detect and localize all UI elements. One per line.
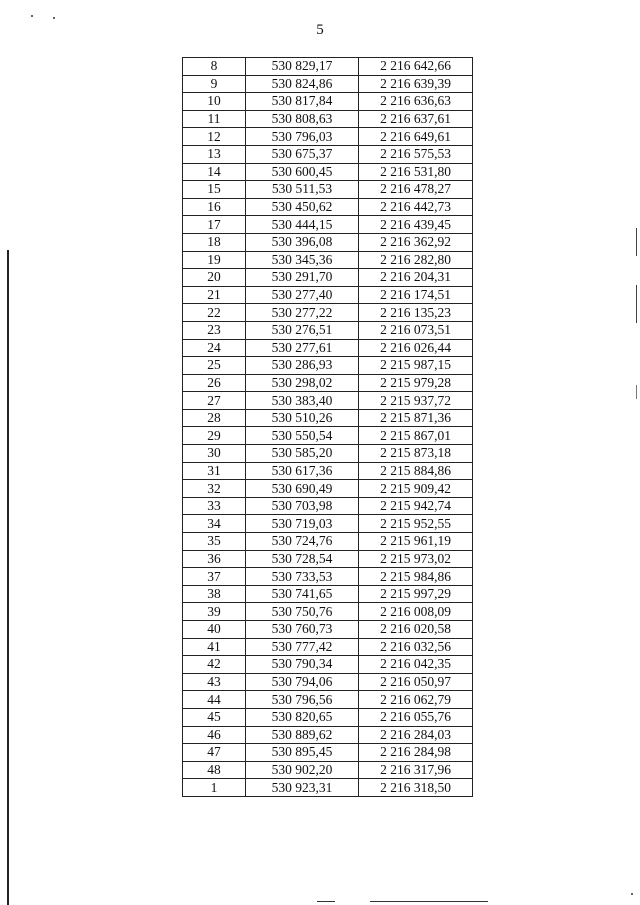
table-row (183, 93, 473, 111)
point-number-cell: 41 (183, 638, 246, 656)
footer-rule (370, 901, 488, 902)
table-row (183, 691, 473, 709)
y-coordinate-cell: 2 215 979,28 (359, 374, 473, 392)
point-number-cell: 39 (183, 603, 246, 621)
y-coordinate-cell: 2 216 362,92 (359, 233, 473, 251)
x-coordinate-cell: 530 383,40 (246, 392, 359, 410)
table-row (183, 656, 473, 674)
table-row (183, 568, 473, 586)
x-coordinate-cell: 530 790,34 (246, 656, 359, 674)
x-coordinate-cell: 530 345,36 (246, 251, 359, 269)
point-number-cell: 1 (183, 779, 246, 797)
point-number-cell: 24 (183, 339, 246, 357)
x-coordinate-cell: 530 277,40 (246, 286, 359, 304)
x-coordinate-cell: 530 550,54 (246, 427, 359, 445)
y-coordinate-cell: 2 215 961,19 (359, 533, 473, 551)
table-row (183, 392, 473, 410)
x-coordinate-cell: 530 600,45 (246, 163, 359, 181)
point-number-cell: 30 (183, 445, 246, 463)
y-coordinate-cell: 2 216 282,80 (359, 251, 473, 269)
point-number-cell: 15 (183, 181, 246, 199)
table-row (183, 480, 473, 498)
x-coordinate-cell: 530 808,63 (246, 110, 359, 128)
point-number-cell: 32 (183, 480, 246, 498)
point-number-cell: 9 (183, 75, 246, 93)
y-coordinate-cell: 2 215 942,74 (359, 497, 473, 515)
point-number-cell: 28 (183, 409, 246, 427)
x-coordinate-cell: 530 276,51 (246, 321, 359, 339)
x-coordinate-cell: 530 902,20 (246, 761, 359, 779)
y-coordinate-cell: 2 216 637,61 (359, 110, 473, 128)
y-coordinate-cell: 2 216 531,80 (359, 163, 473, 181)
table-row (183, 673, 473, 691)
x-coordinate-cell: 530 277,61 (246, 339, 359, 357)
x-coordinate-cell: 530 511,53 (246, 181, 359, 199)
point-number-cell: 35 (183, 533, 246, 551)
point-number-cell: 29 (183, 427, 246, 445)
table-row (183, 216, 473, 234)
y-coordinate-cell: 2 216 284,98 (359, 744, 473, 762)
y-coordinate-cell: 2 216 317,96 (359, 761, 473, 779)
y-coordinate-cell: 2 216 032,56 (359, 638, 473, 656)
table-row (183, 233, 473, 251)
y-coordinate-cell: 2 215 873,18 (359, 445, 473, 463)
y-coordinate-cell: 2 216 062,79 (359, 691, 473, 709)
y-coordinate-cell: 2 216 008,09 (359, 603, 473, 621)
point-number-cell: 33 (183, 497, 246, 515)
point-number-cell: 38 (183, 585, 246, 603)
x-coordinate-cell: 530 728,54 (246, 550, 359, 568)
scan-edge-mark (636, 228, 637, 256)
x-coordinate-cell: 530 286,93 (246, 357, 359, 375)
y-coordinate-cell: 2 216 639,39 (359, 75, 473, 93)
point-number-cell: 14 (183, 163, 246, 181)
table-row (183, 145, 473, 163)
x-coordinate-cell: 530 741,65 (246, 585, 359, 603)
table-row (183, 779, 473, 797)
point-number-cell: 47 (183, 744, 246, 762)
x-coordinate-cell: 530 889,62 (246, 726, 359, 744)
x-coordinate-cell: 530 277,22 (246, 304, 359, 322)
table-row (183, 75, 473, 93)
y-coordinate-cell: 2 216 636,63 (359, 93, 473, 111)
x-coordinate-cell: 530 733,53 (246, 568, 359, 586)
table-row (183, 269, 473, 287)
coordinates-table (182, 57, 473, 797)
point-number-cell: 8 (183, 58, 246, 76)
x-coordinate-cell: 530 450,62 (246, 198, 359, 216)
table-row (183, 163, 473, 181)
point-number-cell: 40 (183, 621, 246, 639)
x-coordinate-cell: 530 444,15 (246, 216, 359, 234)
point-number-cell: 20 (183, 269, 246, 287)
table-row (183, 603, 473, 621)
x-coordinate-cell: 530 719,03 (246, 515, 359, 533)
y-coordinate-cell: 2 215 952,55 (359, 515, 473, 533)
speck (631, 893, 633, 895)
y-coordinate-cell: 2 216 649,61 (359, 128, 473, 146)
page-number: 5 (316, 22, 324, 38)
x-coordinate-cell: 530 617,36 (246, 462, 359, 480)
table-row (183, 286, 473, 304)
point-number-cell: 22 (183, 304, 246, 322)
x-coordinate-cell: 530 510,26 (246, 409, 359, 427)
speck (31, 15, 33, 17)
y-coordinate-cell: 2 215 987,15 (359, 357, 473, 375)
table-row (183, 304, 473, 322)
table-row (183, 515, 473, 533)
x-coordinate-cell: 530 923,31 (246, 779, 359, 797)
x-coordinate-cell: 530 675,37 (246, 145, 359, 163)
point-number-cell: 37 (183, 568, 246, 586)
x-coordinate-cell: 530 796,03 (246, 128, 359, 146)
y-coordinate-cell: 2 216 575,53 (359, 145, 473, 163)
table-row (183, 181, 473, 199)
x-coordinate-cell: 530 777,42 (246, 638, 359, 656)
point-number-cell: 43 (183, 673, 246, 691)
x-coordinate-cell: 530 824,86 (246, 75, 359, 93)
x-coordinate-cell: 530 690,49 (246, 480, 359, 498)
table-row (183, 744, 473, 762)
y-coordinate-cell: 2 215 871,36 (359, 409, 473, 427)
x-coordinate-cell: 530 724,76 (246, 533, 359, 551)
table-row (183, 321, 473, 339)
table-row (183, 462, 473, 480)
table-row (183, 58, 473, 76)
y-coordinate-cell: 2 216 204,31 (359, 269, 473, 287)
point-number-cell: 19 (183, 251, 246, 269)
x-coordinate-cell: 530 796,56 (246, 691, 359, 709)
point-number-cell: 25 (183, 357, 246, 375)
y-coordinate-cell: 2 216 478,27 (359, 181, 473, 199)
point-number-cell: 36 (183, 550, 246, 568)
coordinates-table-body (183, 58, 473, 797)
x-coordinate-cell: 530 820,65 (246, 708, 359, 726)
y-coordinate-cell: 2 216 439,45 (359, 216, 473, 234)
table-row (183, 374, 473, 392)
y-coordinate-cell: 2 215 867,01 (359, 427, 473, 445)
y-coordinate-cell: 2 216 042,35 (359, 656, 473, 674)
table-row (183, 497, 473, 515)
point-number-cell: 46 (183, 726, 246, 744)
x-coordinate-cell: 530 703,98 (246, 497, 359, 515)
x-coordinate-cell: 530 817,84 (246, 93, 359, 111)
table-row (183, 550, 473, 568)
table-row (183, 339, 473, 357)
y-coordinate-cell: 2 215 909,42 (359, 480, 473, 498)
x-coordinate-cell: 530 396,08 (246, 233, 359, 251)
point-number-cell: 18 (183, 233, 246, 251)
point-number-cell: 45 (183, 708, 246, 726)
table-row (183, 761, 473, 779)
table-row (183, 251, 473, 269)
point-number-cell: 42 (183, 656, 246, 674)
y-coordinate-cell: 2 216 055,76 (359, 708, 473, 726)
table-row (183, 110, 473, 128)
y-coordinate-cell: 2 216 442,73 (359, 198, 473, 216)
point-number-cell: 31 (183, 462, 246, 480)
point-number-cell: 34 (183, 515, 246, 533)
x-coordinate-cell: 530 895,45 (246, 744, 359, 762)
point-number-cell: 48 (183, 761, 246, 779)
y-coordinate-cell: 2 215 973,02 (359, 550, 473, 568)
table-row (183, 128, 473, 146)
point-number-cell: 26 (183, 374, 246, 392)
table-row (183, 708, 473, 726)
y-coordinate-cell: 2 216 174,51 (359, 286, 473, 304)
point-number-cell: 16 (183, 198, 246, 216)
x-coordinate-cell: 530 298,02 (246, 374, 359, 392)
x-coordinate-cell: 530 760,73 (246, 621, 359, 639)
point-number-cell: 12 (183, 128, 246, 146)
table-row (183, 409, 473, 427)
y-coordinate-cell: 2 216 318,50 (359, 779, 473, 797)
point-number-cell: 21 (183, 286, 246, 304)
y-coordinate-cell: 2 215 884,86 (359, 462, 473, 480)
x-coordinate-cell: 530 794,06 (246, 673, 359, 691)
y-coordinate-cell: 2 216 284,03 (359, 726, 473, 744)
x-coordinate-cell: 530 750,76 (246, 603, 359, 621)
y-coordinate-cell: 2 216 020,58 (359, 621, 473, 639)
table-row (183, 198, 473, 216)
x-coordinate-cell: 530 829,17 (246, 58, 359, 76)
x-coordinate-cell: 530 291,70 (246, 269, 359, 287)
scan-edge-mark (636, 385, 637, 399)
x-coordinate-cell: 530 585,20 (246, 445, 359, 463)
table-row (183, 533, 473, 551)
table-row (183, 638, 473, 656)
y-coordinate-cell: 2 216 026,44 (359, 339, 473, 357)
table-row (183, 621, 473, 639)
point-number-cell: 10 (183, 93, 246, 111)
point-number-cell: 27 (183, 392, 246, 410)
y-coordinate-cell: 2 216 073,51 (359, 321, 473, 339)
y-coordinate-cell: 2 216 642,66 (359, 58, 473, 76)
point-number-cell: 13 (183, 145, 246, 163)
point-number-cell: 17 (183, 216, 246, 234)
y-coordinate-cell: 2 216 135,23 (359, 304, 473, 322)
table-row (183, 427, 473, 445)
table-row (183, 445, 473, 463)
scan-edge-line (7, 250, 9, 905)
table-row (183, 585, 473, 603)
y-coordinate-cell: 2 215 937,72 (359, 392, 473, 410)
y-coordinate-cell: 2 215 997,29 (359, 585, 473, 603)
point-number-cell: 11 (183, 110, 246, 128)
point-number-cell: 23 (183, 321, 246, 339)
footer-rule (317, 901, 335, 902)
table-row (183, 726, 473, 744)
point-number-cell: 44 (183, 691, 246, 709)
scan-edge-mark (636, 285, 637, 323)
y-coordinate-cell: 2 216 050,97 (359, 673, 473, 691)
speck (53, 17, 55, 19)
y-coordinate-cell: 2 215 984,86 (359, 568, 473, 586)
table-row (183, 357, 473, 375)
